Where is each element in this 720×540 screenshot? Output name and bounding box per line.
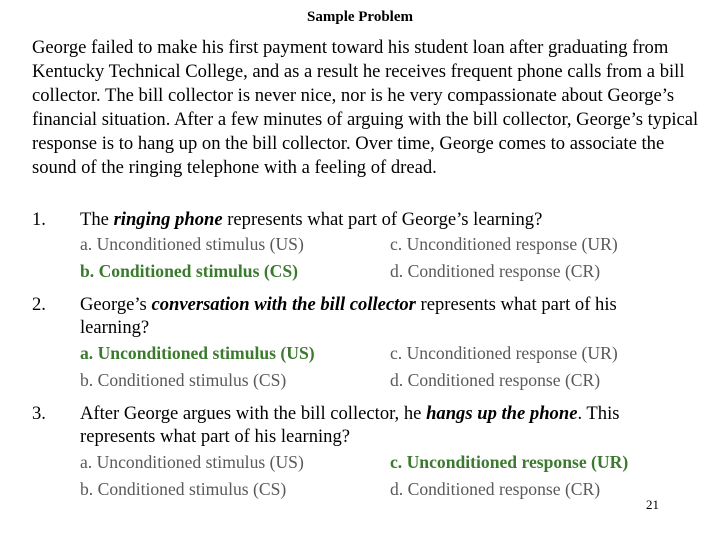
page-number: 21 (646, 497, 659, 512)
problem-statement: George failed to make his first payment toward his student loan after graduating from Kentucky Technical College, and as a result he receives frequent phone calls from a bill collector. The bill collector is never nice, nor is he very compassionate about George’s financial situation. After a few minutes of arguing with the bill collector, George’s typical response is to hang up on the bill collector. Over time, George comes to associate the sound of the ringing telephone with a feeling of dread. (32, 37, 699, 178)
question-number: 2. (32, 294, 46, 315)
option-c[interactable]: c. Unconditioned response (UR) (390, 343, 618, 363)
question-emphasis: hangs up the phone (426, 403, 578, 424)
question-emphasis: ringing phone (113, 209, 223, 230)
option-c[interactable]: c. Unconditioned response (UR) (390, 234, 618, 254)
option-b[interactable]: b. Conditioned stimulus (CS) (80, 370, 287, 390)
option-d[interactable]: d. Conditioned response (CR) (390, 479, 601, 499)
option-a[interactable]: a. Unconditioned stimulus (US) (80, 452, 304, 472)
option-d[interactable]: d. Conditioned response (CR) (390, 261, 601, 281)
option-b[interactable]: b. Conditioned stimulus (CS) (80, 479, 287, 499)
slide-title: Sample Problem (307, 9, 413, 25)
option-a[interactable]: a. Unconditioned stimulus (US) (80, 234, 304, 254)
question-number: 3. (32, 403, 46, 424)
option-a[interactable]: a. Unconditioned stimulus (US) (80, 343, 315, 363)
question-text: After George argues with the bill collector, he hangs up the phone. This represents what part of his learning? (80, 403, 620, 447)
question-text: George’s conversation with the bill collector represents what part of his learning? (80, 294, 617, 338)
question-text: The ringing phone represents what part of George’s learning? (80, 209, 543, 230)
question-emphasis: conversation with the bill collector (151, 294, 416, 315)
option-c[interactable]: c. Unconditioned response (UR) (390, 452, 629, 472)
question-number: 1. (32, 209, 46, 230)
option-d[interactable]: d. Conditioned response (CR) (390, 370, 601, 390)
option-b[interactable]: b. Conditioned stimulus (CS) (80, 261, 299, 281)
